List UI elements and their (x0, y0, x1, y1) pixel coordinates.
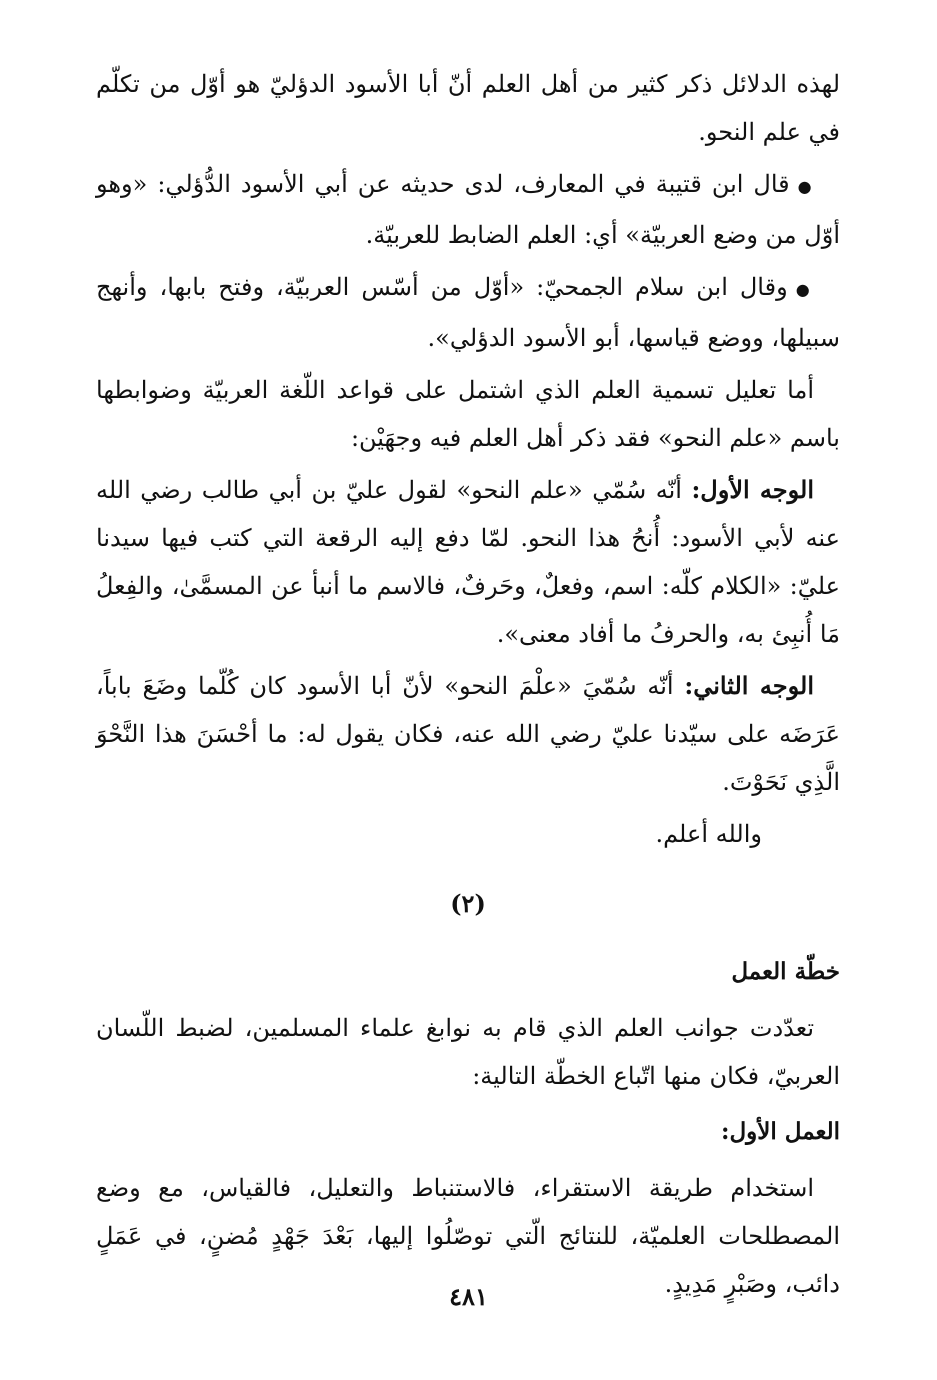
second-aspect-label: الوجه الثاني: (684, 671, 815, 700)
bullet-text: وقال ابن سلام الجمحيّ: «أوّل من أسّس العربيّة، وفتح بابها، وأنهج سبيلها، ووضع قياسها، أبو الأسود الدؤلي». (96, 273, 840, 352)
first-aspect-label: الوجه الأول: (691, 475, 814, 504)
section-intro: تعدّدت جوانب العلم الذي قام به نوابغ علماء المسلمين، لضبط اللّسان العربيّ، فكان منها اتّباع الخطّة التالية: (96, 1014, 840, 1090)
paragraph-naming: أما تعليل تسمية العلم الذي اشتمل على قواعد اللّغة العربيّة وضوابطها باسم «علم النحو» فقد ذكر أهل العلم فيه وجهَيْن: (96, 376, 840, 452)
bullet-ibn-sallam (96, 263, 840, 362)
sub-heading: العمل الأول: (720, 1118, 840, 1145)
second-aspect-text: أنّه سُمّيَ «علْمَ النحو» لأنّ أبا الأسود كان كُلّما وضَعَ باباً، عَرَضَه على سيّدنا عليّ رضي الله عنه، فكان يقول له: ما أحْسَنَ هذا النَّحْوَ الَّذِي نَحَوْتَ. (96, 672, 840, 796)
section-number: (٢) (450, 889, 486, 918)
closing-phrase: والله أعلم. (655, 820, 762, 848)
paragraph-intro: لهذه الدلائل ذكر كثير من أهل العلم أنّ أبا الأسود الدؤليّ هو أوّل من تكلّم في علم النحو. (96, 70, 840, 146)
page-number: ٤٨١ (449, 1282, 488, 1311)
first-aspect-text: أنّه سُمّي «علم النحو» لقول عليّ بن أبي طالب رضي الله عنه لأبي الأسود: أُنحُ هذا النحو. لمّا دفع إليه الرقعة التي كتب فيها سيدنا عليّ: «الكلام كلّه: اسم، وفعلٌ، وحَرفٌ، فالاسم ما أنبأ عن المسمَّىٰ، والفِعلُ مَا أُنبِئ به، والحرفُ ما أفاد معنى». (96, 476, 840, 648)
paragraph-first-aspect (96, 466, 840, 658)
sub-text: استخدام طريقة الاستقراء، فالاستنباط والتعليل، فالقياس، مع وضع المصطلحات العلميّة، للنتائج الّتي توصّلُوا إليها، بَعْدَ جَهْدٍ مُضنٍ، في عَمَلٍ دائب، وصَبْرٍ مَدِيدٍ. (96, 1174, 840, 1298)
paragraph-second-aspect (96, 662, 840, 806)
bullet-ibn-qutaybah (96, 160, 840, 259)
section-title: خطّة العمل (731, 958, 840, 985)
page-content (96, 60, 840, 1312)
bullet-text: قال ابن قتيبة في المعارف، لدى حديثه عن أبي الأسود الدُّؤلي: «وهو أوّل من وضع العربيّة» أي: العلم الضابط للعربيّة. (96, 170, 840, 249)
